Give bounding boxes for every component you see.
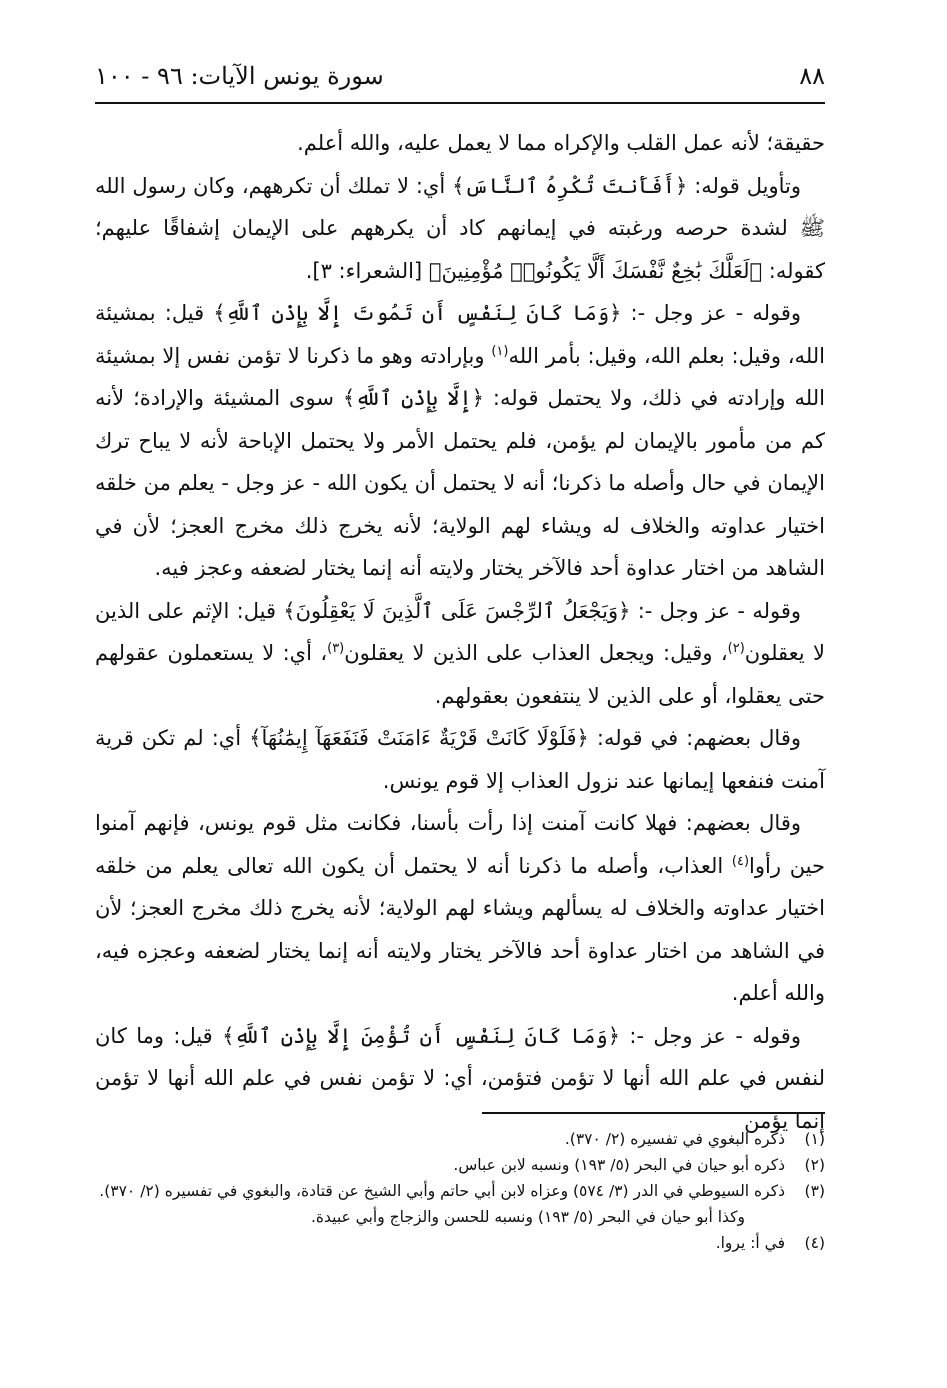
- text-run: أي: لا تملك أن تكرههم، وكان رسول الله ﷺ لشدة حرصه ورغبته في إيمانهم كاد أن يكرههم على الإيمان إشفاقًا عليهم؛ كقوله:: [95, 173, 825, 283]
- footnote: [95, 1230, 825, 1256]
- main-text: [95, 122, 825, 1142]
- quran-quote: ﴿فَلَوْلَا كَانَتْ قَرْيَةٌ ءَامَنَتْ فَنَفَعَهَآ إِيمَٰنُهَآ﴾: [249, 726, 589, 750]
- footnote-text: في أ: يروا.: [715, 1234, 785, 1252]
- quran-quote: ﴿إِلَّا بِإِذْنِ ٱللَّهِ﴾: [342, 386, 484, 410]
- paragraph: [95, 1015, 825, 1143]
- header-divider: [95, 102, 825, 104]
- page-header: [95, 58, 825, 98]
- text-run: وقوله - عز وجل -:: [620, 1023, 801, 1048]
- quran-quote: ﴿وَيَجْعَلُ ٱلرِّجْسَ عَلَى ٱلَّذِينَ لَا يَعْقِلُونَ﴾: [283, 598, 631, 623]
- footnote-ref-4[interactable]: (٤): [731, 853, 750, 869]
- text-run: ، أي: لا يستعملون عقولهم حتى يعقلوا، أو على الذين لا ينتفعون بعقولهم.: [95, 641, 825, 708]
- text-run: ، وقيل: ويجعل العذاب على الذين لا يعقلون: [344, 641, 728, 665]
- footnote-divider: [482, 1112, 825, 1114]
- text-run: وقال بعضهم: فهلا كانت آمنت إذا رأت بأسنا، فكانت مثل قوم يونس، فإنهم آمنوا حين رأوا: [95, 811, 825, 878]
- text-run: وقوله - عز وجل -:: [630, 598, 802, 623]
- footnote-number: (٢): [804, 1156, 825, 1174]
- text-run: العذاب، وأصله ما ذكرنا أنه لا يحتمل أن يكون الله تعالى يعلم من خلقه اختيار عداوته والخلاف له يسألهم ويشاء لهم الولاية؛ لأنه يخرج ذلك مخرج العجز؛ لأن في الشاهد من اختار عداوة أحد فالآخر يختار ولايته أنه إنما يختار لضعفه وعجزه فيه، والله أعلم.: [95, 853, 825, 1005]
- page-number: ٨٨: [799, 62, 825, 90]
- footnote-number: (٤): [804, 1234, 825, 1252]
- footnote-ref-1[interactable]: (١): [491, 343, 509, 359]
- text-run: حقيقة؛ لأنه عمل القلب والإكراه مما لا يعمل عليه، والله أعلم.: [297, 131, 825, 155]
- text-run: وتأويل قوله:: [687, 173, 802, 198]
- footnote-text: ذكره البغوي في تفسيره (٢/ ٣٧٠).: [564, 1130, 785, 1148]
- text-run: سوى المشيئة والإرادة؛ لأنه كم من مأمور بالإيمان لم يؤمن، فلم يحتمل الأمر ولا يحتمل الإباحة لأنه لا يباح ترك الإيمان في حال وأصله ما ذكرنا؛ أنه لا يحتمل أن يكون الله - عز وجل - يعلم من خلقه اختيار عداوته والخلاف له ويشاء لهم الولاية؛ لأنه يخرج ذلك مخرج العجز؛ لأن في الشاهد من اختار عداوة أحد فالآخر يختار ولايته أنه إنما يختار لضعفه وعجز فيه.: [95, 386, 825, 580]
- footnote: [95, 1178, 825, 1204]
- paragraph: [95, 122, 825, 165]
- footnote-number: (٣): [804, 1182, 825, 1200]
- footnote-number: (١): [804, 1130, 825, 1148]
- footnotes: [95, 1126, 825, 1256]
- text-run: أي: لم تكن قرية آمنت فنفعها إيمانها عند نزول العذاب إلا قوم يونس.: [95, 726, 825, 793]
- quran-quote: ﴿وَمَا كَانَ لِنَفْسٍ أَن تُؤْمِنَ إِلَّا بِإِذْنِ ٱللَّهِ﴾: [222, 1023, 621, 1048]
- text-run: قيل: الإثم على الذين لا يعقلون: [95, 598, 825, 665]
- paragraph: [95, 802, 825, 1015]
- text-run: [الشعراء: ٣].: [305, 258, 429, 283]
- footnote-ref-3[interactable]: (٣): [327, 641, 345, 656]
- quran-quote: ﴿لَعَلَّكَ بَٰخِعٌ نَّفْسَكَ أَلَّا يَكُونُوا۟ مُؤْمِنِينَ﴾: [428, 258, 763, 283]
- footnote-text: وكذا أبو حيان في البحر (٥/ ١٩٣) ونسبه للحسن والزجاج وأبي عبيدة.: [310, 1208, 745, 1226]
- paragraph: [95, 717, 825, 802]
- footnote-text: ذكره أبو حيان في البحر (٥/ ١٩٣) ونسبه لابن عباس.: [453, 1156, 785, 1174]
- quran-quote: ﴿أَفَأَنتَ تُكْرِهُ ٱلنَّاسَ﴾: [452, 173, 688, 198]
- footnote-ref-2[interactable]: (٢): [727, 641, 745, 656]
- paragraph: [95, 292, 825, 590]
- footnote-continuation: [95, 1204, 825, 1230]
- text-run: وقوله - عز وجل -:: [621, 301, 802, 325]
- paragraph: [95, 590, 825, 718]
- footnote-text: ذكره السيوطي في الدر (٣/ ٥٧٤) وعزاه لابن أبي حاتم وأبي الشيخ عن قتادة، والبغوي في تفسيره (٢/ ٣٧٠).: [99, 1182, 785, 1200]
- text-run: وبإرادته وهو ما ذكرنا لا تؤمن نفس إلا بمشيئة الله وإرادته في ذلك، ولا يحتمل قوله:: [95, 343, 825, 410]
- text-run: قيل: بمشيئة الله، وقيل: بعلم الله، وقيل: بأمر الله: [95, 301, 826, 368]
- text-run: وقال بعضهم: في قوله:: [588, 726, 801, 750]
- footnote: [95, 1152, 825, 1178]
- text-run: قيل: وما كان لنفس في علم الله أنها لا تؤمن فتؤمن، أي: لا تؤمن نفس في علم الله أنها لا تؤمن إنما يؤمن: [95, 1023, 825, 1133]
- footnote: [95, 1126, 825, 1152]
- paragraph: [95, 165, 825, 293]
- running-title: سورة يونس الآيات: ٩٦ - ١٠٠: [95, 62, 384, 90]
- quran-quote: ﴿وَمَا كَانَ لِنَفْسٍ أَن تَمُوتَ إِلَّا بِإِذْنِ ٱللَّهِ﴾: [213, 301, 622, 325]
